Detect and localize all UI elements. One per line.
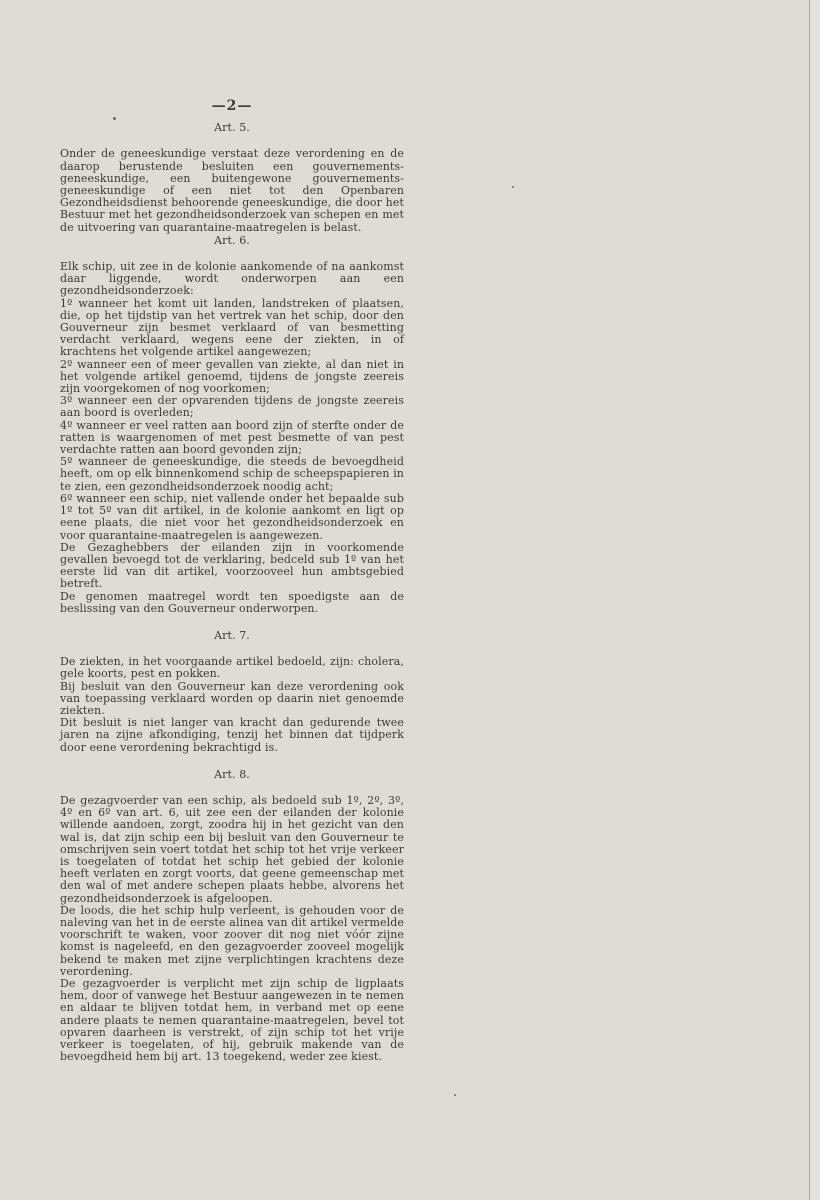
dust-speck <box>512 186 514 188</box>
article-8 <box>60 769 404 1064</box>
article-heading: Art. 5. <box>214 121 250 135</box>
article-heading: Art. 8. <box>214 767 250 781</box>
page-edge-strip <box>809 0 820 1200</box>
article-paragraph: Elk schip, uit zee in de kolonie aankomende of na aankomst daar liggende, wordt onderworpen aan een gezondheidsonderzoek: <box>60 260 404 298</box>
article-heading: Art. 7. <box>214 628 250 642</box>
article-paragraph: Onder de geneeskundige verstaat deze verordening en de daarop berustende besluiten een gouvernements-geneeskundige, een buitengewone gouvernements-geneeskundige of een niet tot den Openbaren Gezondheidsdienst behoorende geneeskundige, die door het Bestuur met het gezondheidsonderzoek van schepen en met de uitvoering van quarantaine-maatregelen is belast. <box>60 147 404 234</box>
article-paragraph: De gezagvoerder van een schip, als bedoeld sub 1º, 2º, 3º, 4º en 6º van art. 6, uit zee een der eilanden der kolonie willende aandoen, zorgt, zoodra hij in het gezicht van den wal is, dat zijn schip een bij besluit van den Gouverneur te omschrijven sein voert totdat het schip tot het vrije verkeer is toegelaten of totdat het schip het gebied der kolonie heeft verlaten en zorgt voorts, dat geene gemeenschap met den wal of met andere schepen plaats hebbe, alvorens het gezondheidsonderzoek is afgeloopen. <box>60 793 404 905</box>
article-5 <box>60 122 404 234</box>
article-paragraph: De ziekten, in het voorgaande artikel bedoeld, zijn: cholera, gele koorts, pest en pokken. <box>60 655 404 681</box>
article-paragraph: 4º wanneer er veel ratten aan boord zijn of sterfte onder de ratten is waargenomen of met pest besmette of van pest verdachte ratten aan boord gevonden zijn; <box>60 418 404 457</box>
article-paragraph: 5º wanneer de geneeskundige, die steeds de bevoegdheid heeft, om op elk binnenkomend schip de scheepspapieren in te zien, een gezondheidsonderzoek noodig acht; <box>60 455 404 493</box>
article-6 <box>60 235 404 615</box>
article-paragraph: De gezagvoerder is verplicht met zijn schip de ligplaats hem, door of vanwege het Bestuur aangewezen in te nemen en aldaar te blijven totdat hem, in verband met op eene andere plaats te nemen quarantaine-maatregelen, bevel tot opvaren daarheen is verstrekt, of zijn schip tot het vrije verkeer is toegelaten, of hij, gebruik makende van de bevoegdheid hem bij art. 13 toegekend, weder zee kiest. <box>60 977 404 1064</box>
article-paragraph: De loods, die het schip hulp verleent, is gehouden voor de naleving van het in de eerste alinea van dit artikel vermelde voorschrift te waken, voor zoover dit nog niet vóór zijne komst is nageleefd, en den gezagvoerder zooveel mogelijk bekend te maken met zijne verplichtingen krachtens deze verordening. <box>60 903 404 978</box>
article-paragraph: Bij besluit van den Gouverneur kan deze verordening ook van toepassing verklaard worden op daarin niet genoemde ziekten. <box>60 679 404 717</box>
page-number: —2— <box>211 98 253 114</box>
article-heading: Art. 6. <box>214 233 250 247</box>
article-paragraph: 2º wanneer een of meer gevallen van ziekte, al dan niet in het volgende artikel genoemd, tijdens de jongste zeereis zijn voorgekomen of nog voorkomen; <box>60 357 404 396</box>
article-paragraph: De genomen maatregel wordt ten spoedigste aan de beslissing van den Gouverneur onderworpen. <box>60 589 404 615</box>
article-7 <box>60 630 404 754</box>
article-paragraph: 1º wanneer het komt uit landen, landstreken of plaatsen, die, op het tijdstip van het vertrek van het schip, door den Gouverneur zijn besmet verklaard of van besmetting verdacht verklaard, wegens eene der ziekten, in of krachtens het volgende artikel aangewezen; <box>60 296 404 359</box>
text-column <box>60 100 404 1078</box>
dust-speck <box>454 1094 456 1096</box>
article-paragraph: De Gezaghebbers der eilanden zijn in voorkomende gevallen bevoegd tot de verklaring, bedceld sub 1º van het eerste lid van dit artikel, voorzooveel hun ambtsgebied betreft. <box>60 540 404 591</box>
article-paragraph: 3º wanneer een der opvarenden tijdens de jongste zeereis aan boord is overleden; <box>60 394 404 420</box>
article-paragraph: Dit besluit is niet langer van kracht dan gedurende twee jaren na zijne afkondiging, tenzij het binnen dat tijdperk door eene verordening bekrachtigd is. <box>60 716 404 754</box>
article-paragraph: 6º wanneer een schip, niet vallende onder het bepaalde sub 1º tot 5º van dit artikel, in de kolonie aankomt en ligt op eene plaats, die niet voor het gezondheidsonderzoek en voor quarantaine-maatregelen is aangewezen. <box>60 491 404 542</box>
